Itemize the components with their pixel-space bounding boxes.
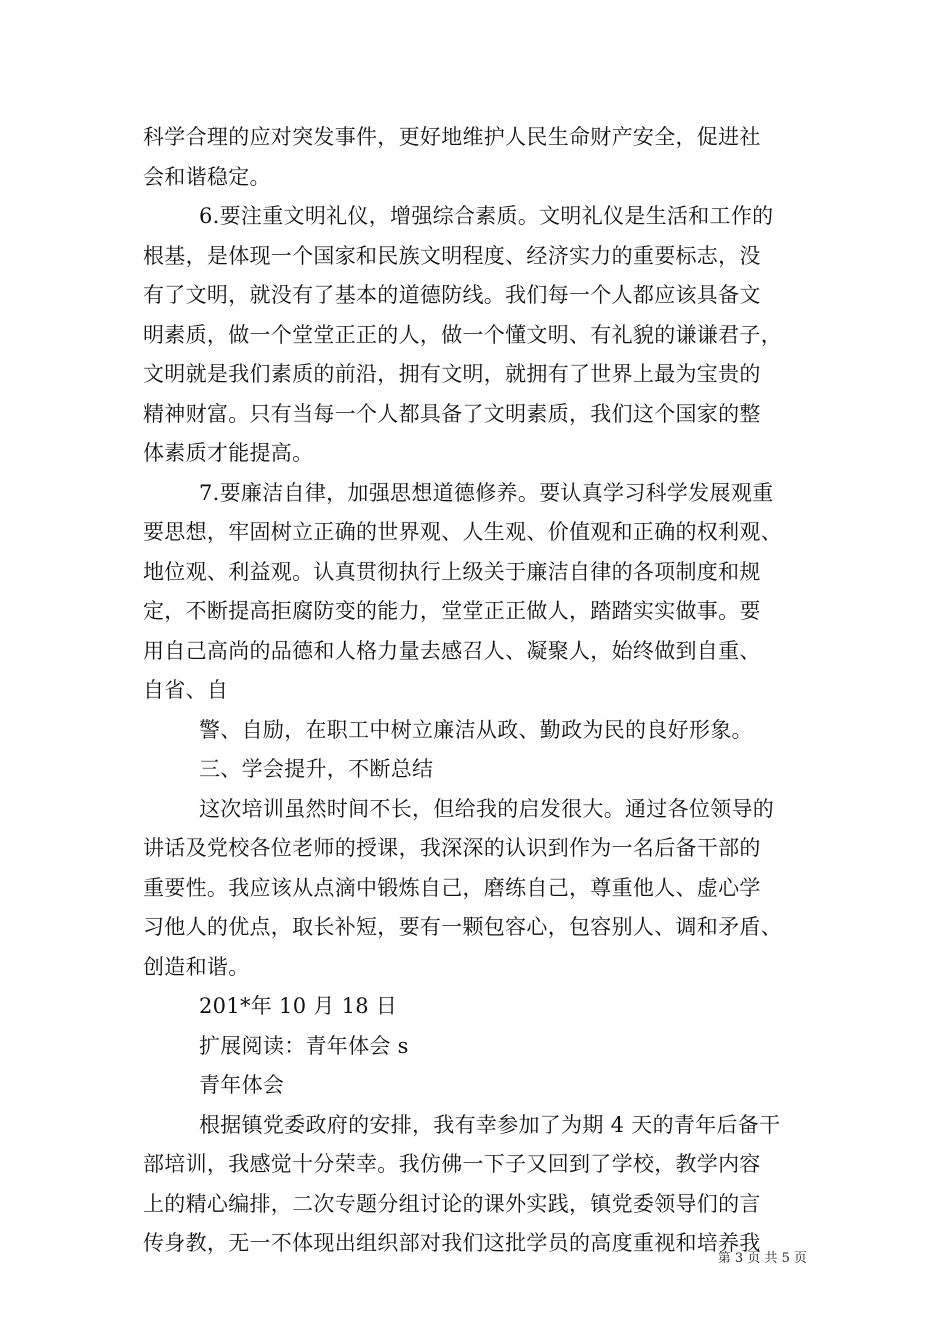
text-line: 有了文明，就没有了基本的道德防线。我们每一个人都应该具备文 xyxy=(143,283,761,307)
text-line: 自省、自 xyxy=(143,678,229,702)
text-line: 警、自励，在职工中树立廉洁从政、勤政为民的良好形象。 xyxy=(199,717,753,742)
text-line: 重要性。我应该从点滴中锻炼自己，磨练自己，尊重他人、虚心学 xyxy=(143,875,761,900)
text-line: 传身教，无一不体现出组织部对我们这批学员的高度重视和培养我 xyxy=(143,1231,761,1255)
text-line: 扩展阅读：青年体会 s xyxy=(199,1033,409,1058)
text-line: 文明就是我们素质的前沿，拥有文明，就拥有了世界上最为宝贵的 xyxy=(143,362,761,386)
page-number: 第 3 页 共 5 页 xyxy=(717,1251,807,1266)
text-line: 部培训，我感觉十分荣幸。我仿佛一下子又回到了学校，教学内容 xyxy=(143,1152,761,1176)
text-line: 201*年 10 月 18 日 xyxy=(199,994,398,1018)
text-line: 根基，是体现一个国家和民族文明程度、经济实力的重要标志，没 xyxy=(143,243,761,268)
text-line: 明素质，做一个堂堂正正的人，做一个懂文明、有礼貌的谦谦君子， xyxy=(143,322,782,347)
text-line: 科学合理的应对突发事件，更好地维护人民生命财产安全，促进社 xyxy=(143,125,761,149)
text-line: 用自己高尚的品德和人格力量去感召人、凝聚人，始终做到自重、 xyxy=(143,638,761,663)
text-line: 体素质才能提高。 xyxy=(143,441,314,465)
document-body xyxy=(143,118,823,1264)
text-line: 会和谐稳定。 xyxy=(143,164,271,189)
text-line: 6.要注重文明礼仪，增强综合素质。文明礼仪是生活和工作的 xyxy=(199,204,774,228)
text-line: 7.要廉洁自律，加强思想道德修养。要认真学习科学发展观重 xyxy=(199,480,774,505)
text-line: 定，不断提高拒腐防变的能力，堂堂正正做人，踏踏实实做事。要 xyxy=(143,599,761,623)
text-line: 习他人的优点，取长补短，要有一颗包容心，包容别人、调和矛盾、 xyxy=(143,915,782,939)
text-line: 创造和谐。 xyxy=(143,954,250,979)
text-line: 青年体会 xyxy=(199,1073,285,1097)
text-line: 精神财富。只有当每一个人都具备了文明素质，我们这个国家的整 xyxy=(143,401,761,426)
text-line: 这次培训虽然时间不长，但给我的启发很大。通过各位领导的 xyxy=(199,796,775,821)
text-line: 根据镇党委政府的安排，我有幸参加了为期 4 天的青年后备干 xyxy=(199,1112,781,1137)
text-line: 上的精心编排，二次专题分组讨论的课外实践，镇党委领导们的言 xyxy=(143,1191,761,1216)
text-line: 三、学会提升，不断总结 xyxy=(199,757,434,781)
text-line: 讲话及党校各位老师的授课，我深深的认识到作为一名后备干部的 xyxy=(143,836,761,860)
text-line: 地位观、利益观。认真贯彻执行上级关于廉洁自律的各项制度和规 xyxy=(143,559,761,584)
text-line: 要思想，牢固树立正确的世界观、人生观、价值观和正确的权利观、 xyxy=(143,520,782,544)
